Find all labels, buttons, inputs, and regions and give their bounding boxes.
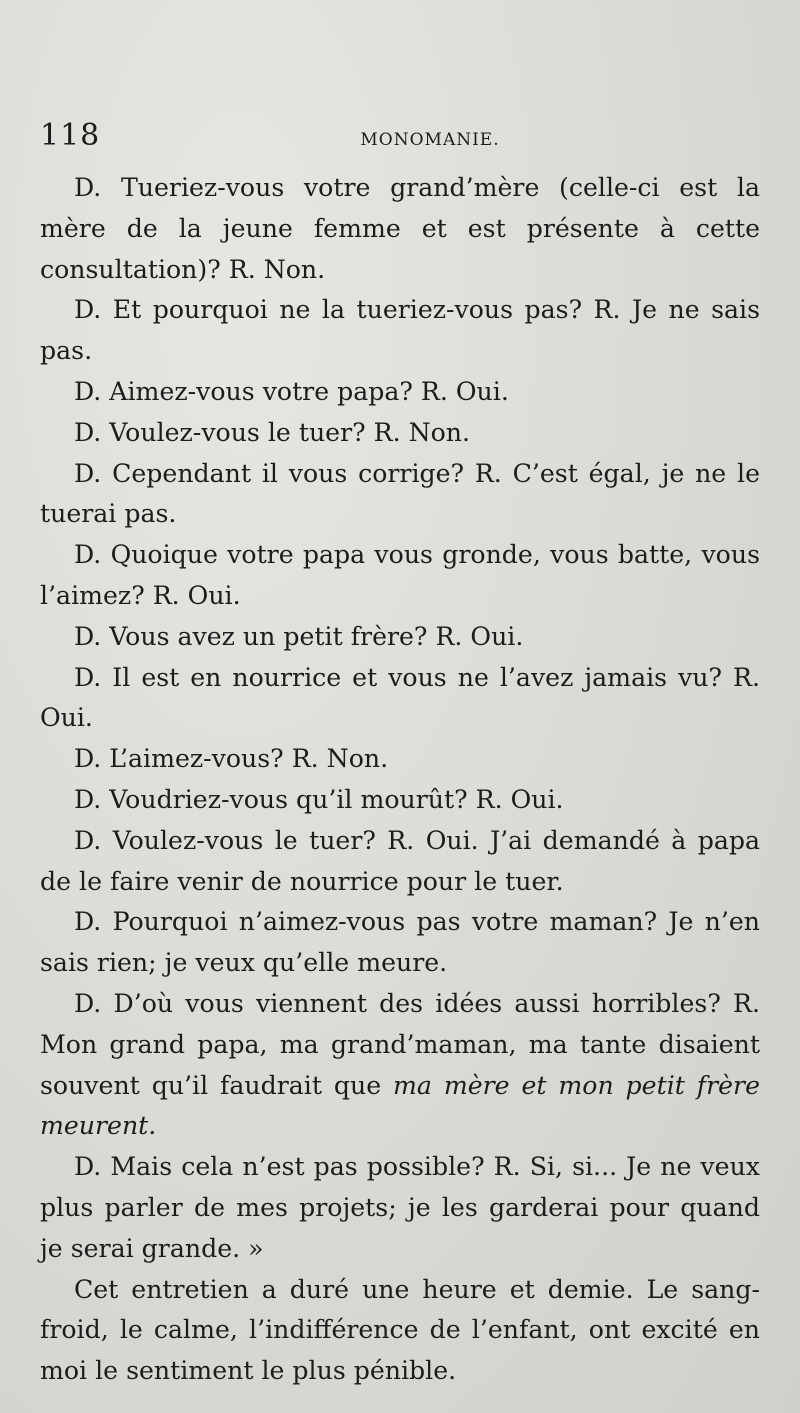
paragraph-2: D. Et pourquoi ne la tueriez-vous pas? R. Je ne sais pas. <box>40 295 760 366</box>
page-header <box>40 118 760 162</box>
paragraph-14: D. Mais cela n’est pas possible? R. Si, si... Je ne veux plus parler de mes projets; je les garderai pour quand je serai grande. » <box>40 1152 760 1263</box>
paragraph-5: D. Cependant il vous corrige? R. C’est égal, je ne le tuerai pas. <box>40 458 760 529</box>
paragraph-11: D. Voulez-vous le tuer? R. Oui. J’ai demandé à papa de le faire venir de nourrice pour le tuer. <box>40 825 760 896</box>
paragraph-13 <box>40 984 760 1147</box>
paragraph-10: D. Voudriez-vous qu’il mourût? R. Oui. <box>74 784 564 814</box>
book-page <box>40 118 760 1392</box>
paragraph-8: D. Il est en nourrice et vous ne l’avez jamais vu? R. Oui. <box>40 662 760 733</box>
paragraph-13-text: D. D’où vous viennent des idées aussi horribles? R. Mon grand papa, ma grand’maman, ma tante disaient souvent qu’il faudrait que <box>40 988 760 1100</box>
paragraph-1: D. Tueriez-vous votre grand’mère (celle-ci est la mère de la jeune femme et est présente à cette consultation)? R. Non. <box>40 173 760 284</box>
paragraph-7: D. Vous avez un petit frère? R. Oui. <box>74 621 524 651</box>
paragraph-6: D. Quoique votre papa vous gronde, vous batte, vous l’aimez? R. Oui. <box>40 540 760 610</box>
running-title: MONOMANIE. <box>360 130 500 150</box>
paragraph-15: Cet entretien a duré une heure et demie. Le sang-froid, le calme, l’indifférence de l’enfant, ont excité en moi le sentiment le plus pénible. <box>40 1274 760 1386</box>
paragraph-3: D. Aimez-vous votre papa? R. Oui. <box>74 376 509 406</box>
body-text <box>40 168 760 1392</box>
page-number: 118 <box>40 118 101 153</box>
paragraph-4: D. Voulez-vous le tuer? R. Non. <box>74 417 471 447</box>
paragraph-12: D. Pourquoi n’aimez-vous pas votre maman? Je n’en sais rien; je veux qu’elle meure. <box>40 907 760 978</box>
paragraph-9: D. L’aimez-vous? R. Non. <box>74 744 389 774</box>
paragraph-13-italic: ma mère et mon petit frère meurent. <box>40 1070 761 1141</box>
